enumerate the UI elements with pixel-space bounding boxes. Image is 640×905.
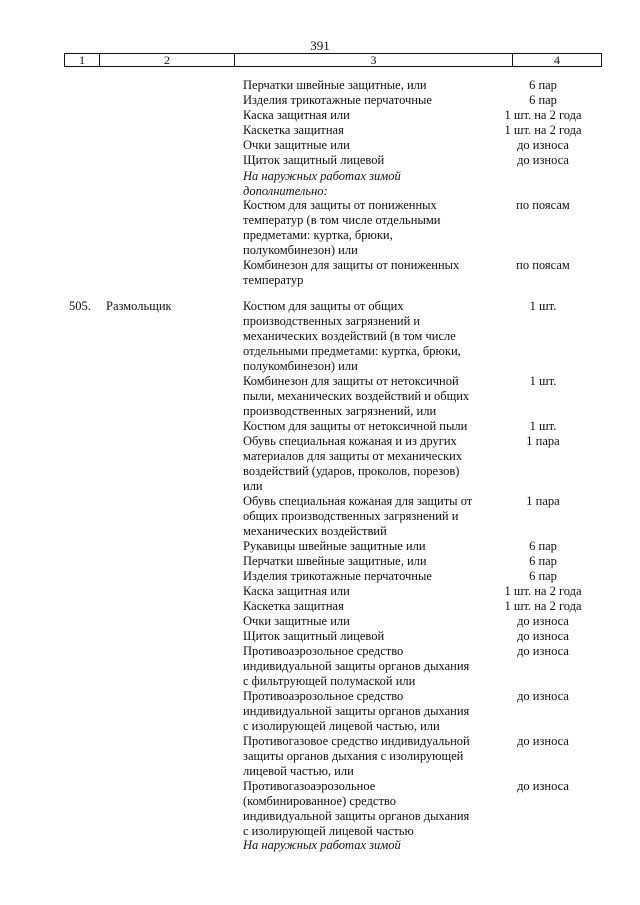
- entry-quantity: до износа: [517, 629, 569, 643]
- continued-item-text: Очки защитные или: [243, 138, 350, 152]
- continued-quantity: до износа: [517, 153, 569, 167]
- entry-item-text: Каска защитная или: [243, 584, 350, 598]
- entry-item-text: Противогазоаэрозольное: [243, 779, 376, 793]
- entry-item-text: Противоаэрозольное средство: [243, 644, 404, 658]
- entry-item-text: пыли, механических воздействий и общих: [243, 389, 470, 403]
- continued-item-text: Каска защитная или: [243, 108, 350, 122]
- entry-item-text: материалов для защиты от механических: [243, 449, 463, 463]
- header-col-4: 4: [554, 53, 560, 67]
- table-header: [64, 53, 602, 67]
- continued-quantity: 6 пар: [529, 78, 557, 92]
- entry-item-text: с фильтрующей полумаской или: [243, 674, 416, 688]
- entry-item-text: общих производственных загрязнений и: [243, 509, 459, 523]
- continued-item-text: Перчатки швейные защитные, или: [243, 78, 427, 92]
- entry-profession: Размольщик: [106, 299, 172, 313]
- entry-item-text: Комбинезон для защиты от нетоксичной: [243, 374, 459, 388]
- continued-quantity: по поясам: [516, 198, 570, 212]
- entry-item-text: производственных загрязнений и: [243, 314, 421, 328]
- continued-item-text: температур: [243, 273, 304, 287]
- continued-item-text: Костюм для защиты от пониженных: [243, 198, 437, 212]
- entry-quantity: 1 пара: [526, 434, 560, 448]
- entry-item-text: Очки защитные или: [243, 614, 350, 628]
- entry-quantity: 1 шт.: [529, 299, 557, 313]
- entry-item-text: Обувь специальная кожаная и из других: [243, 434, 457, 448]
- continued-quantity: до износа: [517, 138, 569, 152]
- entry-item-text: с изолирующей лицевой частью, или: [243, 719, 440, 733]
- entry-item-text: лицевой частью, или: [243, 764, 354, 778]
- entry-quantity: 6 пар: [529, 539, 557, 553]
- entry-item-text: механических воздействий: [243, 524, 387, 538]
- continued-item-text: предметами: куртка, брюки,: [243, 228, 393, 242]
- entry-quantity: 1 шт. на 2 года: [504, 599, 582, 613]
- entry-quantity: 6 пар: [529, 554, 557, 568]
- entry-quantity: 1 шт.: [529, 419, 557, 433]
- entry-quantity: до износа: [517, 689, 569, 703]
- entry-item-text: Рукавицы швейные защитные или: [243, 539, 426, 553]
- page-number: 391: [310, 38, 330, 53]
- entry-item-text: индивидуальной защиты органов дыхания: [243, 704, 470, 718]
- entry-item-text: Противогазовое средство индивидуальной: [243, 734, 470, 748]
- continued-quantity: 1 шт. на 2 года: [504, 123, 582, 137]
- entry-item-text: Перчатки швейные защитные, или: [243, 554, 427, 568]
- continued-item-text: полукомбинезон) или: [243, 243, 358, 257]
- entry-item-text: или: [243, 479, 263, 493]
- entry-item-text: отдельными предметами: куртка, брюки,: [243, 344, 461, 358]
- entry-item-text: производственных загрязнений, или: [243, 404, 437, 418]
- continued-quantity: по поясам: [516, 258, 570, 272]
- entry-quantity: до износа: [517, 734, 569, 748]
- header-col-1: 1: [65, 54, 100, 66]
- entry-item-text: (комбинированное) средство: [243, 794, 396, 808]
- entry-item-text: Щиток защитный лицевой: [243, 629, 385, 643]
- continued-item-text: На наружных работах зимой: [243, 169, 401, 183]
- entry-item-text: с изолирующей лицевой частью: [243, 824, 414, 838]
- continued-quantity: 1 шт. на 2 года: [504, 108, 582, 122]
- entry-quantity: до износа: [517, 614, 569, 628]
- entry-item-text: воздействий (ударов, проколов, порезов): [243, 464, 460, 478]
- entry-item-text: индивидуальной защиты органов дыхания: [243, 659, 470, 673]
- continued-quantity: 6 пар: [529, 93, 557, 107]
- entry-item-text: Костюм для защиты от общих: [243, 299, 404, 313]
- entry-item-text: Костюм для защиты от нетоксичной пыли: [243, 419, 468, 433]
- entry-quantity: 1 шт. на 2 года: [504, 584, 582, 598]
- entry-item-text: защиты органов дыхания с изолирующей: [243, 749, 464, 763]
- entry-item-text: На наружных работах зимой: [243, 838, 401, 852]
- entry-item-text: Изделия трикотажные перчаточные: [243, 569, 432, 583]
- continued-item-text: Щиток защитный лицевой: [243, 153, 385, 167]
- header-col-2: 2: [100, 54, 235, 66]
- entry-number: 505.: [69, 299, 91, 313]
- continued-item-text: Изделия трикотажные перчаточные: [243, 93, 432, 107]
- continued-item-text: Комбинезон для защиты от пониженных: [243, 258, 460, 272]
- continued-item-text: дополнительно:: [243, 184, 328, 198]
- entry-item-text: Обувь специальная кожаная для защиты от: [243, 494, 473, 508]
- entry-quantity: 6 пар: [529, 569, 557, 583]
- entry-item-text: механических воздействий (в том числе: [243, 329, 456, 343]
- entry-item-text: Противоаэрозольное средство: [243, 689, 404, 703]
- entry-item-text: индивидуальной защиты органов дыхания: [243, 809, 470, 823]
- entry-quantity: до износа: [517, 779, 569, 793]
- entry-quantity: до износа: [517, 644, 569, 658]
- entry-quantity: 1 шт.: [529, 374, 557, 388]
- continued-item-text: Каскетка защитная: [243, 123, 344, 137]
- entry-item-text: полукомбинезон) или: [243, 359, 358, 373]
- entry-item-text: Каскетка защитная: [243, 599, 344, 613]
- entry-quantity: 1 пара: [526, 494, 560, 508]
- header-col-3: 3: [235, 54, 513, 66]
- continued-item-text: температур (в том числе отдельными: [243, 213, 441, 227]
